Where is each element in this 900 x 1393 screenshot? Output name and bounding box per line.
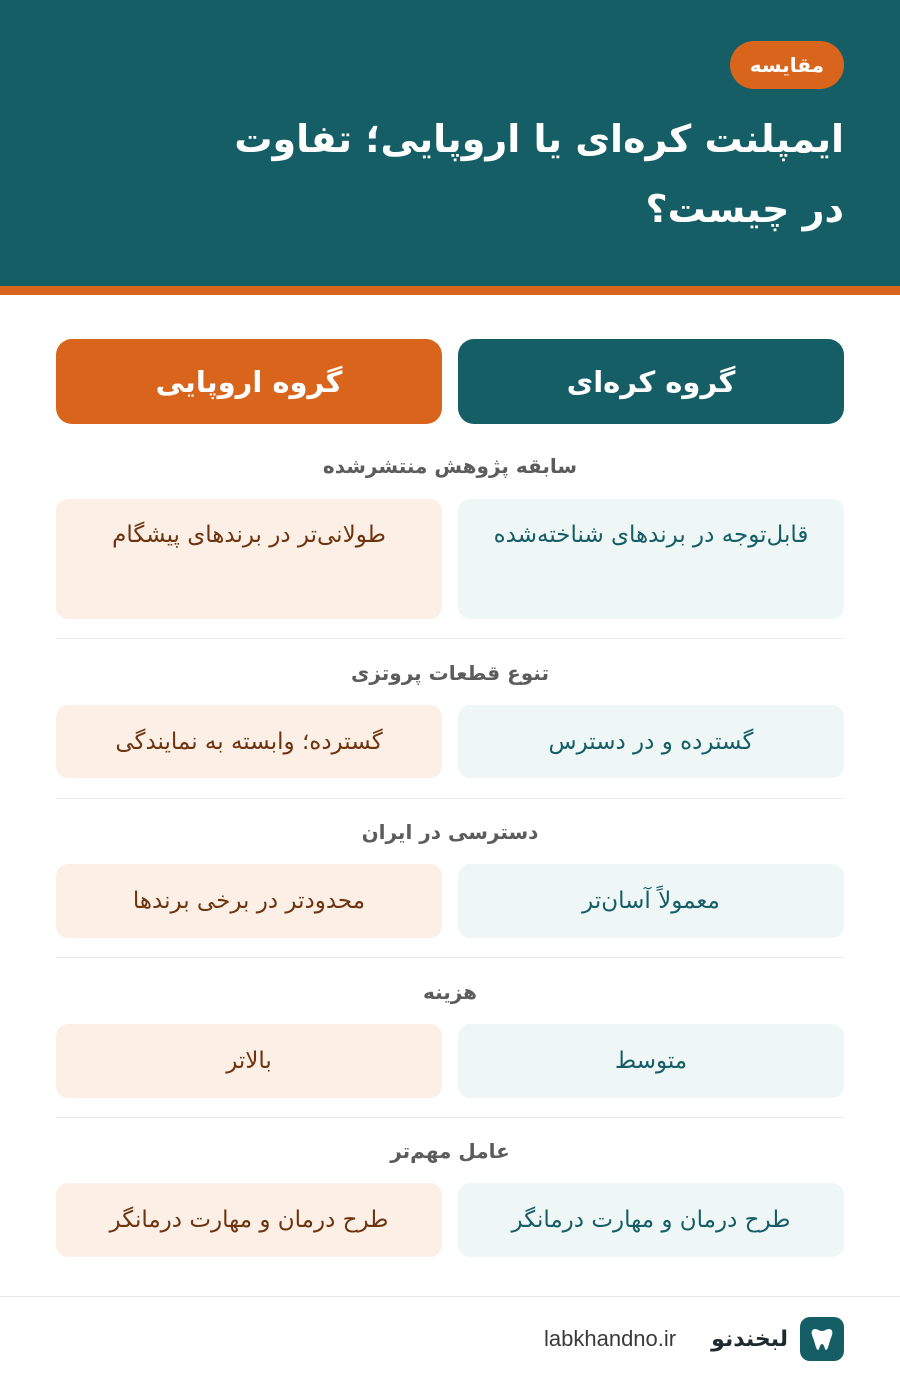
cell-european-research: طولانی‌تر در برندهای پیشگام (56, 499, 442, 619)
row-divider (56, 638, 844, 639)
footer-brand-name: لبخندنو (711, 1326, 788, 1352)
cell-european-key-factor: طرح درمان و مهارت درمانگر (56, 1183, 442, 1257)
row-label-availability: دسترسی در ایران (361, 820, 539, 844)
cell-european-prosthetic-variety: گسترده؛ وابسته به نمایندگی (56, 705, 442, 778)
row-divider (56, 798, 844, 799)
row-divider (56, 957, 844, 958)
cell-korean-key-factor: طرح درمان و مهارت درمانگر (458, 1183, 844, 1257)
cell-korean-availability: معمولاً آسان‌تر (458, 864, 844, 938)
cell-korean-prosthetic-variety: گسترده و در دسترس (458, 705, 844, 778)
cell-european-cost: بالاتر (56, 1024, 442, 1098)
cell-korean-research: قابل‌توجه در برندهای شناخته‌شده (458, 499, 844, 619)
cell-korean-cost: متوسط (458, 1024, 844, 1098)
column-header-korean: گروه کره‌ای (458, 339, 844, 424)
row-label-key-factor: عامل مهم‌تر (390, 1139, 510, 1163)
header-accent-stripe (0, 286, 900, 295)
page-title: ایمپلنت کره‌ای یا اروپایی؛ تفاوت در چیست؟ (234, 117, 844, 231)
footer-website-link[interactable]: labkhandno.ir (544, 1326, 677, 1351)
category-badge: مقایسه (730, 41, 844, 89)
row-divider (56, 1117, 844, 1118)
footer-divider (0, 1296, 900, 1297)
cell-european-availability: محدودتر در برخی برندها (56, 864, 442, 938)
row-label-cost: هزینه (422, 980, 478, 1004)
row-label-prosthetic-variety: تنوع قطعات پروتزی (351, 661, 549, 685)
row-label-research: سابقه پژوهش منتشرشده (322, 454, 578, 478)
tooth-icon (800, 1317, 844, 1361)
column-header-european: گروه اروپایی (56, 339, 442, 424)
